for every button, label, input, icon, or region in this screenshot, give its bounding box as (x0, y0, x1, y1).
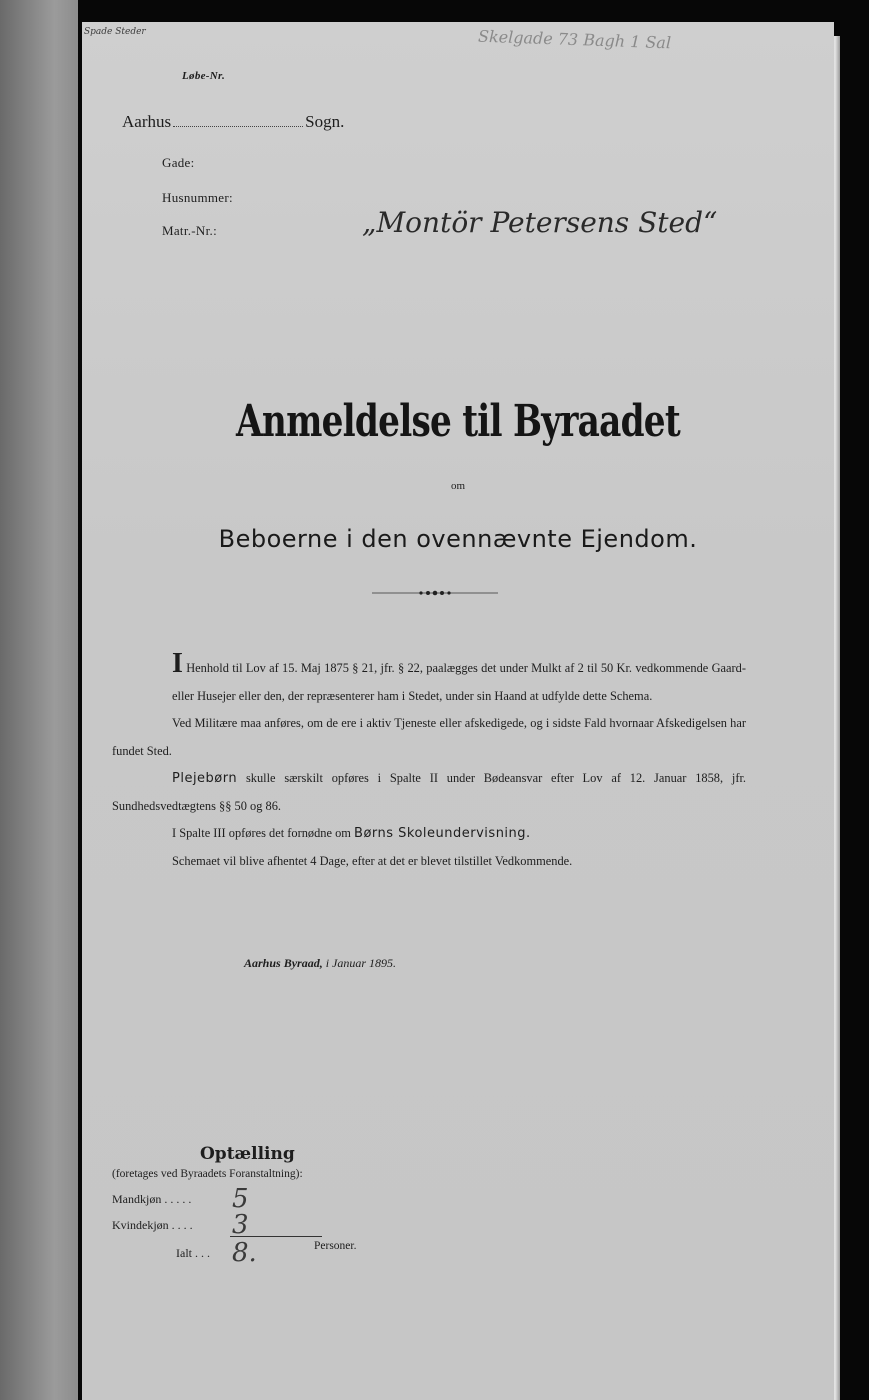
female-count-dots: . . . . (171, 1218, 193, 1232)
paragraph-1 (112, 648, 746, 710)
paragraph-3 (112, 765, 746, 820)
signature-authority: Aarhus Byraad, (244, 956, 323, 970)
document-title: Anmeldelse til Byraadet (236, 396, 680, 447)
total-count-value: 8. (232, 1238, 257, 1268)
persons-label: Personer. (314, 1240, 357, 1252)
male-count-row (112, 1192, 191, 1207)
paragraph-5: Schemaet vil blive afhentet 4 Dage, efter at det er blevet tilstillet Vedkommende. (172, 853, 573, 868)
left-page (0, 0, 78, 1400)
document-page (82, 22, 834, 1400)
total-count-label: Ialt (176, 1246, 192, 1260)
paragraph-1-text: Henhold til Lov af 15. Maj 1875 § 21, jfr. § 22, paalægges det under Mulkt af 2 til 50 Kr. vedkommende Gaard- eller Husejer eller den, der repræsenterer ham i Stedet, under sin Haand at udfylde dette Schema. (172, 661, 746, 703)
handwritten-address: Skelgade 73 Bagh 1 Sal (477, 26, 672, 53)
male-count-dots: . . . . . (164, 1192, 192, 1206)
document-subtitle: Beboerne i den ovennævnte Ejendom. (218, 525, 698, 553)
signature-line (244, 956, 396, 971)
lobe-nr-label: Løbe-Nr. (182, 70, 226, 82)
left-page-note: Spade Steder (84, 27, 146, 37)
male-count-label: Mandkjøn (112, 1192, 162, 1206)
male-count-value: 5 (232, 1184, 249, 1214)
sum-line (230, 1236, 322, 1237)
parish-prefix: Aarhus (122, 112, 172, 131)
matr-label: Matr.-Nr.: (162, 223, 217, 238)
parish-dotted-line (173, 126, 303, 127)
female-count-value: 3 (232, 1210, 249, 1240)
ornament-divider (372, 588, 498, 598)
paragraph-4-emphasis: Børns Skoleundervisning. (354, 826, 531, 841)
instructions-text (112, 648, 746, 875)
paragraph-3-text: skulle særskilt opføres i Spalte II under Bødeansvar efter Lov af 12. Januar 1858, jfr. Sundhedsvedtægtens §§ 50 og 86. (112, 771, 746, 813)
count-title: Optælling (200, 1144, 295, 1164)
count-subtitle: (foretages ved Byraadets Foranstaltning): (112, 1168, 303, 1180)
house-number-label: Husnummer: (162, 190, 233, 205)
signature-date: i Januar 1895. (325, 956, 397, 970)
total-count-row (176, 1246, 210, 1261)
parish-line (122, 112, 344, 132)
total-count-dots: . . . (195, 1246, 210, 1260)
handwritten-matr: „Montör Petersens Sted“ (362, 206, 718, 239)
paragraph-4 (112, 820, 746, 848)
title-om: om (450, 480, 466, 492)
paragraph-2: Ved Militære maa anføres, om de ere i aktiv Tjeneste eller afskedigede, og i sidste Fald hvornaar Afskedigelsen har fundet Sted. (112, 716, 746, 758)
parish-suffix: Sogn. (305, 112, 345, 131)
paragraph-4-text: I Spalte III opføres det fornødne om (172, 826, 351, 840)
drop-initial: I (172, 648, 183, 679)
street-label: Gade: (162, 155, 195, 170)
female-count-row (112, 1218, 193, 1233)
paragraph-3-emphasis: Plejebørn (172, 771, 238, 786)
female-count-label: Kvindekjøn (112, 1218, 169, 1232)
